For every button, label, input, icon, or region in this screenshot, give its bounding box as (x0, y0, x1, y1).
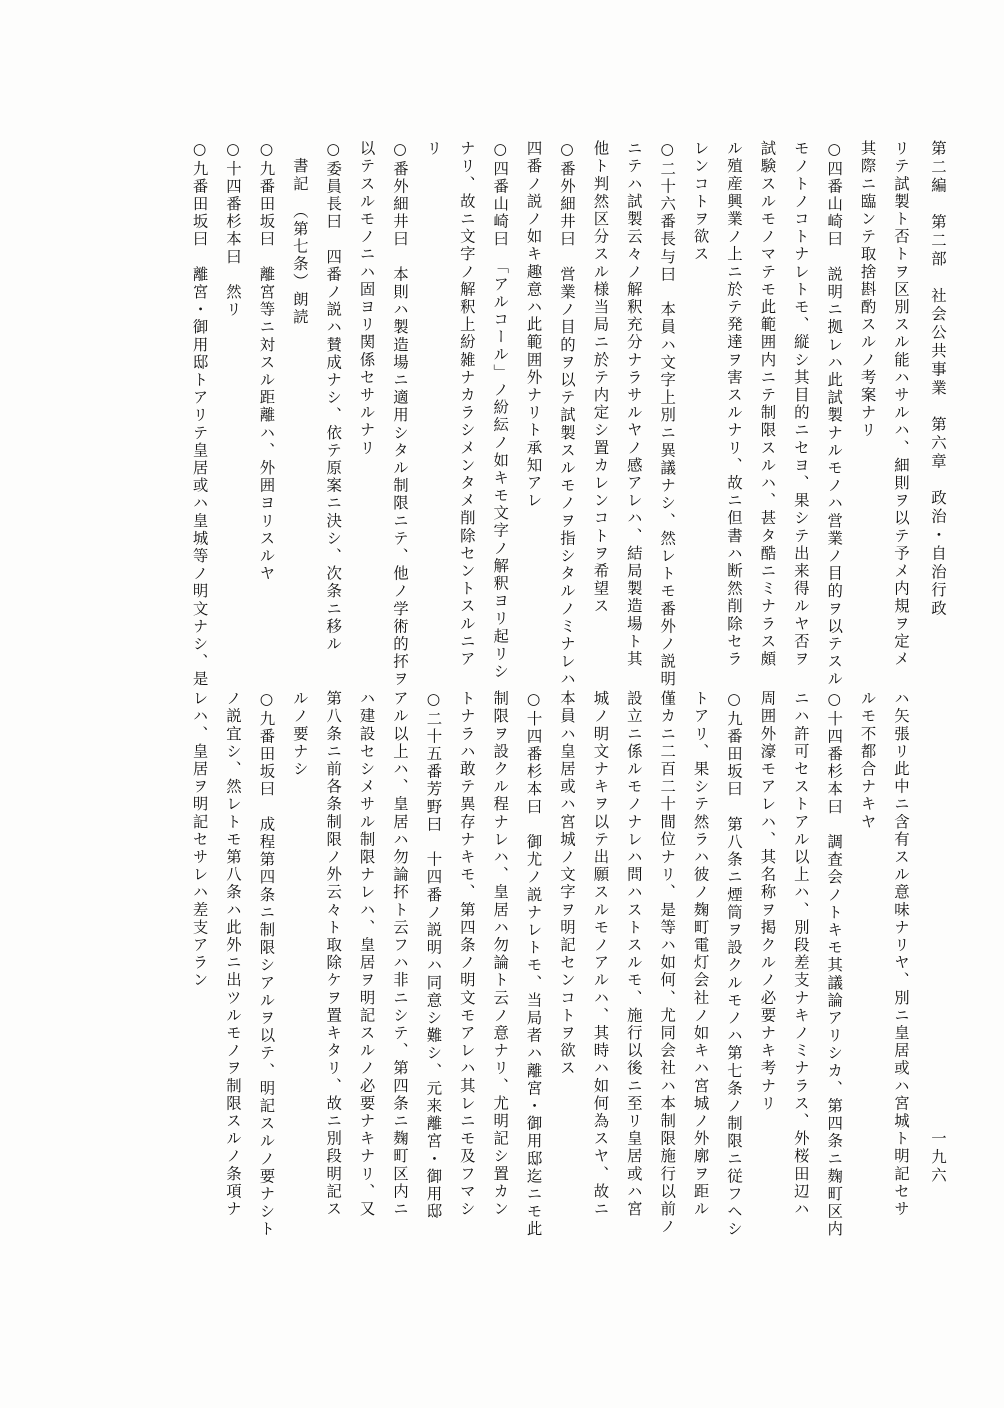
text-column: アル以上ハ、皇居ハ勿論抔ト云フハ非ニシテ、第四条ニ麹町区内ニ (391, 690, 409, 1218)
text-column: ルモ不都合ナキヤ (858, 690, 877, 831)
text-column: 本員ハ皇居或ハ宮城ノ文字ヲ明記センコトヲ欲ス (558, 690, 576, 1078)
text-column: ニテハ試製云々ノ解釈充分ナラサルヤノ感アレハ、結局製造場ト其 (624, 140, 643, 668)
text-column: ルノ要ナシ (290, 690, 309, 778)
text-column: 四番ノ説ノ如キ趣意ハ此範囲外ナリト承知アレ (524, 140, 543, 510)
text-column: 制限ヲ設クル程ナレハ、皇居ハ勿論ト云ノ意ナリ、尤明記シ置カン (491, 690, 510, 1218)
text-column: リ (424, 140, 443, 158)
text-column: ○九番田坂曰 成程第四条ニ制限シアルヲ以テ、明記スルノ要ナシト (257, 690, 276, 1239)
text-column: ハ建設セシメサル制限ナレハ、皇居ヲ明記スルノ必要ナキナリ、又 (357, 690, 376, 1218)
page-number: 一九六 (929, 1130, 947, 1186)
lower-text-block (98, 690, 968, 1350)
text-column: 第八条ニ前各条制限ノ外云々ト取除ケヲ置キタリ、故ニ別段明記ス (324, 690, 343, 1218)
text-column: ニハ許可セストアル以上ハ、別段差支ナキノミナラス、外桜田辺ハ (791, 690, 810, 1218)
text-column: トナラハ敢テ異存ナキモ、第四条ノ明文モアレハ其レニモ及フマシ (457, 690, 476, 1218)
text-column: 僅カニ二百二十間位ナリ、是等ハ如何、尤同会社ハ本制限施行以前ノ (658, 690, 677, 1236)
text-column: レハ、皇居ヲ明記セサレハ差支アラン (190, 690, 209, 990)
text-column: 其際ニ臨ンテ取捨斟酌スルノ考案ナリ (858, 140, 877, 440)
text-column: リテ試製ト否トヲ区別スル能ハサルハ、細則ヲ以テ予メ内規ヲ定メ (892, 140, 910, 668)
text-column: ○四番山崎曰 説明ニ拠レハ此試製ナルモノハ営業ノ目的ヲ以テスル (825, 140, 844, 689)
text-column: レンコトヲ欲ス (691, 140, 710, 264)
text-column: ○二十六番長与曰 本員ハ文字上別ニ異議ナシ、然レトモ番外ノ説明 (658, 140, 677, 689)
text-column: 城ノ明文ナキヲ以テ出願スルモノアルハ、其時ハ如何為スヤ、故ニ (591, 690, 610, 1218)
running-head: 第二編 第二部 社会公共事業 第六章 政治・自治行政 (929, 140, 947, 619)
text-column: ○番外細井曰 営業ノ目的ヲ以テ試製スルモノヲ指シタルノミナレハ (558, 140, 576, 689)
text-column: ○九番田坂曰 離宮・御用邸トアリテ皇居或ハ皇城等ノ明文ナシ、是 (190, 140, 209, 689)
text-column: ○二十五番芳野曰 十四番ノ説明ハ同意シ難シ、元来離宮・御用邸 (424, 690, 443, 1221)
text-column: ○九番田坂曰 離宮等ニ対スル距離ハ、外囲ヨリスルヤ (257, 140, 276, 583)
text-column: トアリ、果シテ然ラハ彼ノ麹町電灯会社ノ如キハ宮城ノ外廓ヲ距ル (691, 690, 710, 1218)
text-column: ○十四番杉本曰 御尤ノ説ナレトモ、当局者ハ離宮・御用邸迄ニモ此 (524, 690, 543, 1239)
text-column: ○四番山崎曰 「アルコール」ノ紛紜ノ如キモ文字ノ解釈ヨリ起リシ (491, 140, 510, 681)
text-column: 試験スルモノマテモ此範囲内ニテ制限スルハ、甚タ酷ニミナラス頗 (758, 140, 777, 668)
text-column: ル殖産興業ノ上ニ於テ発達ヲ害スルナリ、故ニ但書ハ断然削除セラ (725, 140, 743, 668)
text-column: 以テスルモノニハ固ヨリ関係セサルナリ (357, 140, 376, 457)
text-column: 書記 （第七条）朗読 (290, 140, 309, 326)
text-column: ハ矢張リ此中ニ含有スル意味ナリヤ、別ニ皇居或ハ宮城ト明記セサ (892, 690, 910, 1218)
text-column: ノ説宜シ、然レトモ第八条ハ此外ニ出ツルモノヲ制限スルノ条項ナ (224, 690, 242, 1218)
text-column: ○番外細井曰 本則ハ製造場ニ適用シタル制限ニテ、他ノ学術的抔ヲ (391, 140, 409, 689)
text-column: ○九番田坂曰 第八条ニ煙筒ヲ設クルモノハ第七条ノ制限ニ従フヘシ (725, 690, 743, 1239)
text-column: 周囲外濠モアレハ、其名称ヲ掲クルノ必要ナキ考ナリ (758, 690, 777, 1113)
text-column: 設立ニ係ルモノナレハ問ハストスルモ、施行以後ニ至リ皇居或ハ宮 (624, 690, 643, 1218)
text-column: ○十四番杉本曰 然リ (224, 140, 242, 319)
text-column: ○十四番杉本曰 調査会ノトキモ其議論アリシカ、第四条ニ麹町区内 (825, 690, 844, 1239)
text-column: ナリ、故ニ文字ノ解釈上紛雑ナカラシメンタメ削除セントスルニア (457, 140, 476, 668)
text-column: 他ト判然区分スル様当局ニ於テ内定シ置カレンコトヲ希望ス (591, 140, 610, 616)
text-column: ○委員長曰 四番ノ説ハ賛成ナシ、依テ原案ニ決シ、次条ニ移ル (324, 140, 343, 653)
upper-text-block (98, 140, 968, 740)
text-column: モノトノコトナレトモ、縦シ其目的ニセヨ、果シテ出来得ルヤ否ヲ (791, 140, 810, 668)
